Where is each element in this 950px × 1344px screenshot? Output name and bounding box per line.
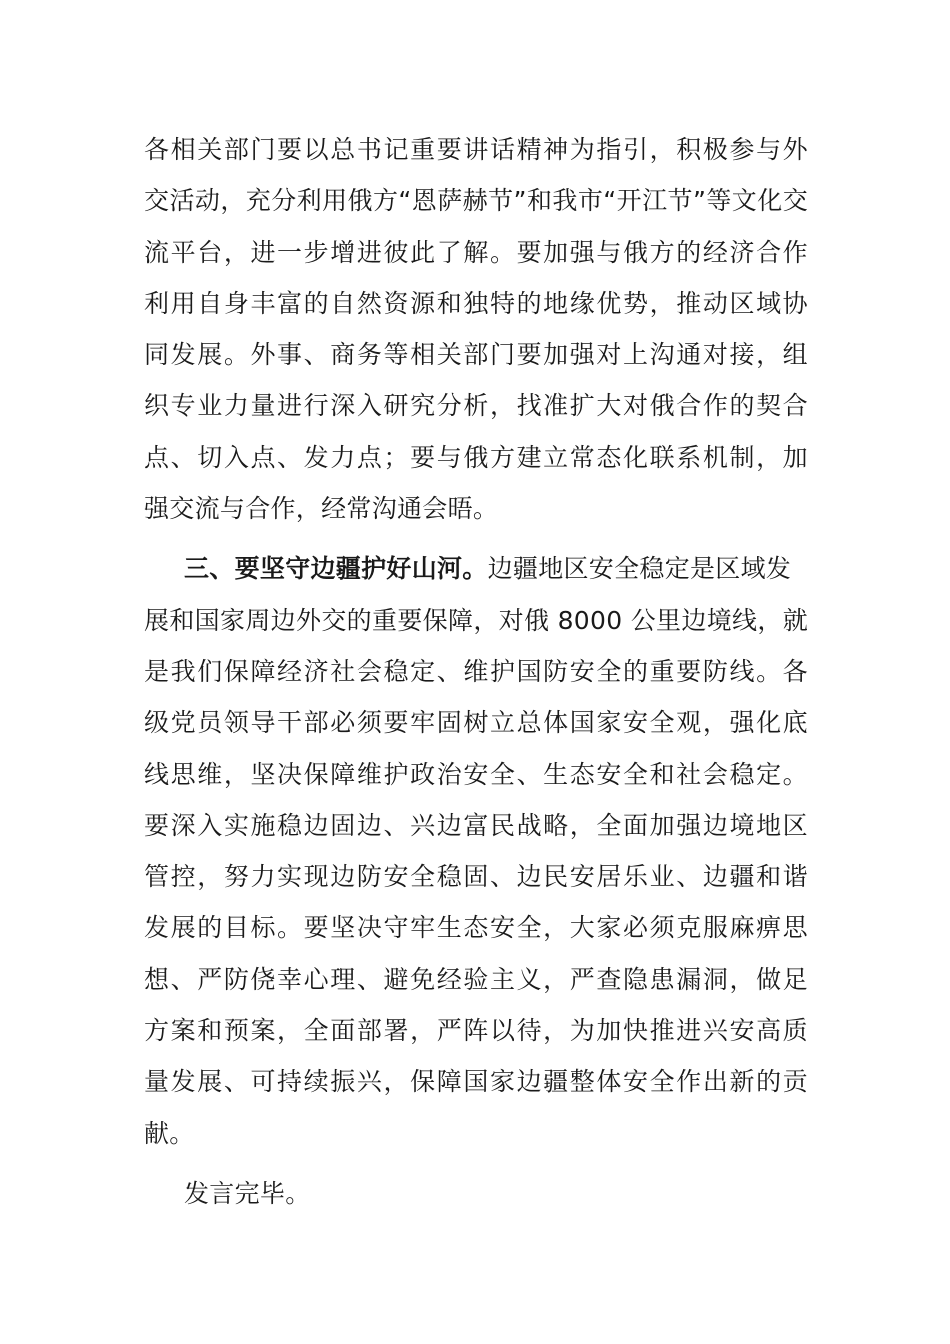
paragraph-gap <box>144 534 808 543</box>
text-line: 展和国家周边外交的重要保障，对俄 8000 公里边境线，就 <box>144 605 808 635</box>
text-line: 方案和预案，全面部署，严阵以待，为加快推进兴安高质 <box>144 1016 808 1046</box>
closing-line: 发言完毕。 <box>184 1178 311 1208</box>
text-line: 织专业力量进行深入研究分析，找准扩大对俄合作的契合 <box>144 391 808 421</box>
text-line: 级党员领导干部必须要牢固树立总体国家安全观，强化底 <box>144 708 808 738</box>
text-line-first <box>144 543 808 594</box>
paragraph-gap <box>144 1159 808 1168</box>
text-line: 点、切入点、发力点；要与俄方建立常态化联系机制，加 <box>144 442 808 472</box>
section-heading: 三、要坚守边疆护好山河。 <box>184 554 488 584</box>
text-line: 同发展。外事、商务等相关部门要加强对上沟通对接，组 <box>144 340 808 370</box>
text-line: 要深入实施稳边固边、兴边富民战略，全面加强边境地区 <box>144 810 808 840</box>
document-body <box>144 124 808 1219</box>
text-line: 献。 <box>144 1118 195 1148</box>
text-line: 管控，努力实现边防安全稳固、边民安居乐业、边疆和谐 <box>144 862 808 892</box>
text-line: 发展的目标。要坚决守牢生态安全，大家必须克服麻痹思 <box>144 913 808 943</box>
text-line: 量发展、可持续振兴，保障国家边疆整体安全作出新的贡 <box>144 1067 808 1097</box>
text-line: 是我们保障经济社会稳定、维护国防安全的重要防线。各 <box>144 656 808 686</box>
text-line: 想、严防侥幸心理、避免经验主义，严查隐患漏洞，做足 <box>144 964 808 994</box>
text-line: 线思维，坚决保障维护政治安全、生态安全和社会稳定。 <box>144 759 808 789</box>
paragraph-2 <box>144 543 808 1159</box>
text-line: 各相关部门要以总书记重要讲话精神为指引，积极参与外 <box>144 135 808 164</box>
text-line: 交活动，充分利用俄方“恩萨赫节”和我市“开江节”等文化交 <box>144 186 808 216</box>
paragraph-1 <box>144 124 808 534</box>
text-line: 流平台，进一步增进彼此了解。要加强与俄方的经济合作 <box>144 237 808 267</box>
text-line: 利用自身丰富的自然资源和独特的地缘优势，推动区域协 <box>144 288 808 318</box>
text-line: 强交流与合作，经常沟通会晤。 <box>144 494 499 524</box>
text-line-rest: 边疆地区安全稳定是区域发 <box>487 554 792 584</box>
